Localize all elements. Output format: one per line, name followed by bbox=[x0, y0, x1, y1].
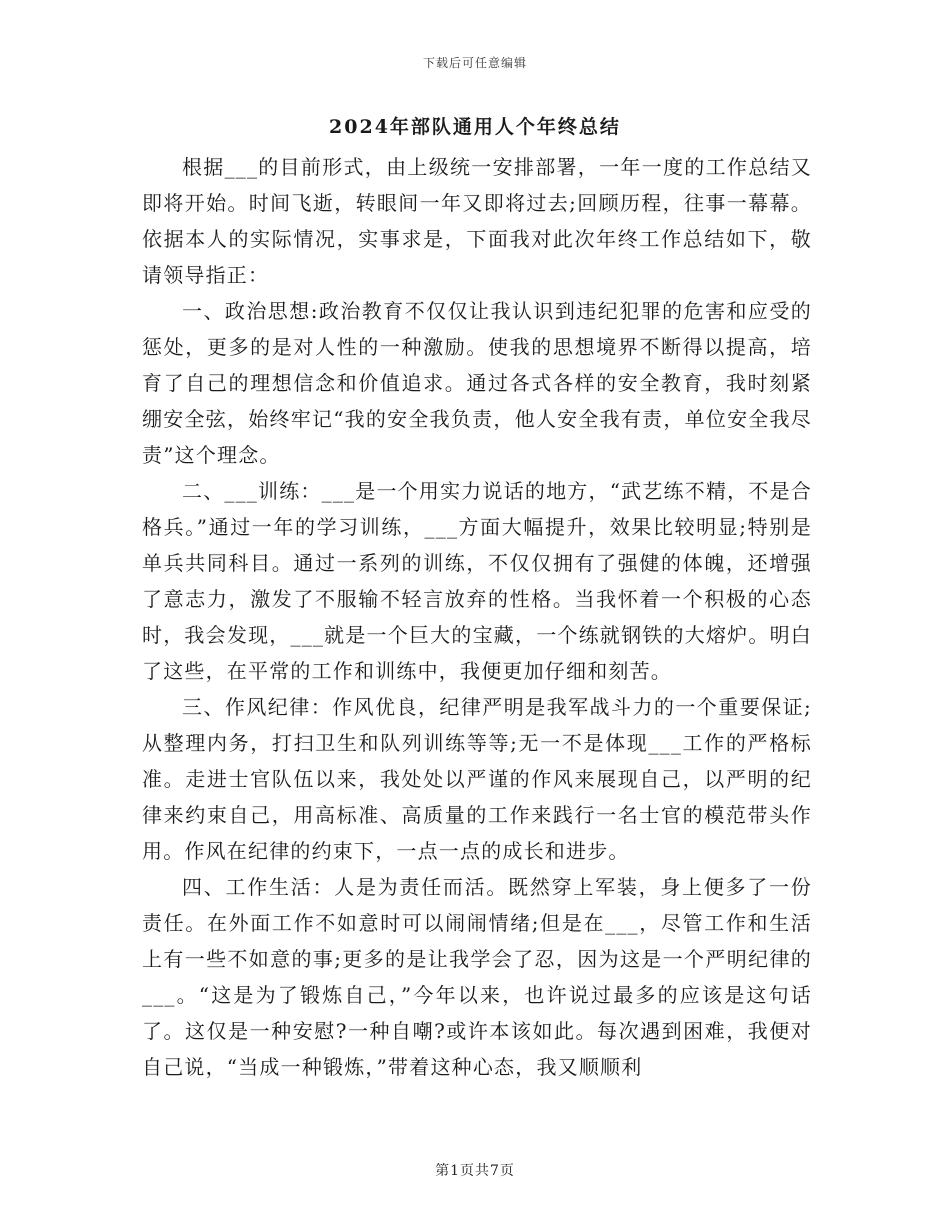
paragraph-training: 二、___训练：___是一个用实力说话的地方，“武艺练不精，不是合格兵。”通过一年的学习训练，___方面大幅提升，效果比较明显;特别是单兵共同科目。通过一系列的训练，不仅仅拥有了强健的体魄，还增强了意志力，激发了不服输不轻言放弃的性格。当我怀着一个积极的心态时，我会发现，___就是一个巨大的宝藏，一个练就钢铁的大熔炉。明白了这些，在平常的工作和训练中，我便更加仔细和刻苦。 bbox=[142, 479, 812, 683]
paragraph-work-life: 四、工作生活：人是为责任而活。既然穿上军装，身上便多了一份责任。在外面工作不如意时可以闹闹情绪;但是在___，尽管工作和生活上有一些不如意的事;更多的是让我学会了忍，因为这是一个严明纪律的___。“这是为了锻炼自己，”今年以来，也许说过最多的应该是这句话了。这仅是一种安慰?一种自嘲?或许本该如此。每次遇到困难，我便对自己说，“当成一种锻炼，”带着这种心态，我又顺顺利 bbox=[142, 875, 812, 1079]
page-number-footer: 第1页共7页 bbox=[435, 1163, 515, 1179]
document-body bbox=[142, 149, 812, 1085]
document-title: 2024年部队通用人个年终总结 bbox=[329, 116, 621, 138]
paragraph-intro: 根据___的目前形式，由上级统一安排部署，一年一度的工作总结又即将开始。时间飞逝，转眼间一年又即将过去;回顾历程，往事一幕幕。依据本人的实际情况，实事求是，下面我对此次年终工作总结如下，敬请领导指正： bbox=[142, 155, 812, 287]
paragraph-discipline: 三、作风纪律：作风优良，纪律严明是我军战斗力的一个重要保证;从整理内务，打扫卫生和队列训练等等;无一不是体现___工作的严格标准。走进士官队伍以来，我处处以严谨的作风来展现自己，以严明的纪律来约束自己，用高标准、高质量的工作来践行一名士官的模范带头作用。作风在纪律的约束下，一点一点的成长和进步。 bbox=[142, 695, 812, 863]
paragraph-political: 一、政治思想:政治教育不仅仅让我认识到违纪犯罪的危害和应受的惩处，更多的是对人性的一种激励。使我的思想境界不断得以提高，培育了自己的理想信念和价值追求。通过各式各样的安全教育，我时刻紧绷安全弦，始终牢记“我的安全我负责，他人安全我有责，单位安全我尽责”这个理念。 bbox=[142, 299, 812, 467]
header-note: 下载后可任意编辑 bbox=[422, 56, 527, 70]
